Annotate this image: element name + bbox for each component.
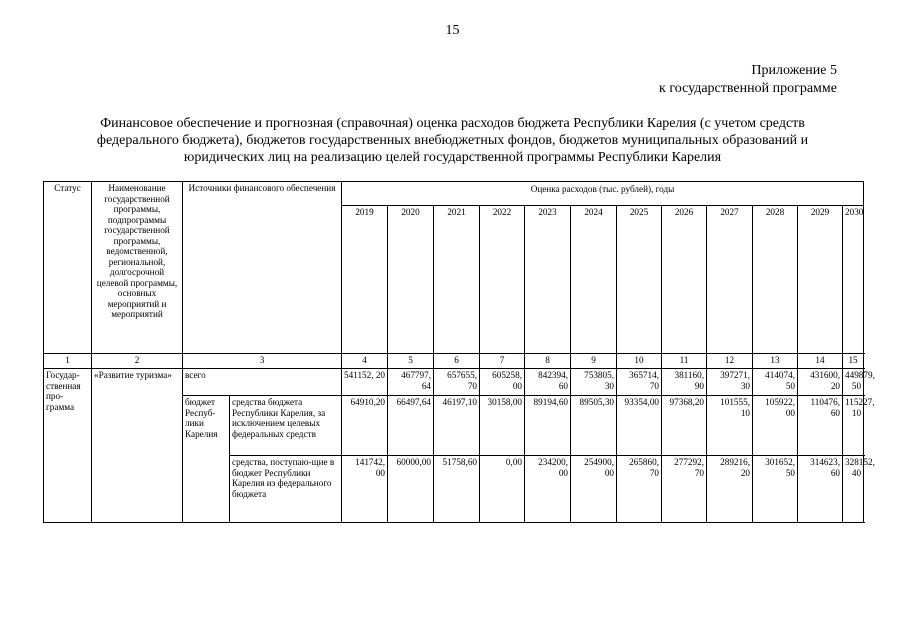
- value-cell: 0,00: [480, 456, 525, 523]
- source-cell: всего: [183, 369, 342, 396]
- value-cell: 97368,20: [662, 396, 707, 456]
- year-header: 2026: [662, 206, 707, 354]
- column-number: 12: [707, 354, 753, 369]
- value-cell: 30158,00: [480, 396, 525, 456]
- column-number: 2: [92, 354, 183, 369]
- value-cell: 657655, 70: [434, 369, 480, 396]
- year-header: 2019: [342, 206, 388, 354]
- value-cell: 89194,60: [525, 396, 571, 456]
- column-number: 3: [183, 354, 342, 369]
- header-name: Наименование государственной программы, подпрограммы государственной программы, ведомственной, региональной, долгосрочной целевой программы, основных мероприятий и мероприятий: [92, 182, 183, 354]
- header-row-top: [44, 182, 864, 206]
- source-cell: средства, поступаю-щие в бюджет Республики Карелия из федерального бюджета: [230, 456, 342, 523]
- column-number: 6: [434, 354, 480, 369]
- year-header: 2022: [480, 206, 525, 354]
- value-cell: 842394, 60: [525, 369, 571, 396]
- column-number: 15: [843, 354, 864, 369]
- year-header: 2020: [388, 206, 434, 354]
- value-cell: 301652, 50: [753, 456, 798, 523]
- value-cell: 289216, 20: [707, 456, 753, 523]
- value-cell: 105922, 00: [753, 396, 798, 456]
- year-header: 2021: [434, 206, 480, 354]
- value-cell: 101555, 10: [707, 396, 753, 456]
- title-line-1: Финансовое обеспечение и прогнозная (справочная) оценка расходов бюджета Республики Карелия (с учетом средств: [100, 116, 805, 131]
- column-number: 4: [342, 354, 388, 369]
- column-number: 14: [798, 354, 843, 369]
- program-name-cell: «Развитие туризма»: [92, 369, 183, 523]
- value-cell: 541152, 20: [342, 369, 388, 396]
- value-cell: 449879, 50: [843, 369, 864, 396]
- appendix-line-2: к государственной программе: [659, 81, 837, 96]
- value-cell: 110476, 60: [798, 396, 843, 456]
- status-cell: Государ-ственная про-грамма: [44, 369, 92, 523]
- column-number: 10: [617, 354, 662, 369]
- source-cell: средства бюджета Республики Карелия, за исключением целевых федеральных средств: [230, 396, 342, 456]
- value-cell: 141742, 00: [342, 456, 388, 523]
- value-cell: 60000,00: [388, 456, 434, 523]
- document-title: [40, 115, 865, 166]
- value-cell: 414074, 50: [753, 369, 798, 396]
- value-cell: 265860, 70: [617, 456, 662, 523]
- budget-table: [43, 181, 875, 523]
- table-row: [44, 369, 864, 396]
- page-number: 15: [445, 23, 460, 38]
- year-header: 2029: [798, 206, 843, 354]
- value-cell: 431600, 20: [798, 369, 843, 396]
- year-header: 2028: [753, 206, 798, 354]
- value-cell: 277292, 70: [662, 456, 707, 523]
- appendix-line-1: Приложение 5: [751, 63, 837, 78]
- year-header: 2027: [707, 206, 753, 354]
- column-number: 7: [480, 354, 525, 369]
- title-line-3: юридических лиц на реализацию целей государственной программы Республики Карелия: [183, 150, 722, 165]
- value-cell: 89505,30: [571, 396, 617, 456]
- header-estimate: Оценка расходов (тыс. рублей), годы: [342, 182, 864, 206]
- column-number: 1: [44, 354, 92, 369]
- value-cell: 115227, 10: [843, 396, 864, 456]
- value-cell: 66497,64: [388, 396, 434, 456]
- title-line-2: федерального бюджета), бюджетов государственных внебюджетных фондов, бюджетов муниципальных образований и: [96, 133, 809, 148]
- value-cell: 51758,60: [434, 456, 480, 523]
- year-header: 2025: [617, 206, 662, 354]
- value-cell: 254900, 00: [571, 456, 617, 523]
- column-number: 13: [753, 354, 798, 369]
- column-number: 5: [388, 354, 434, 369]
- value-cell: 328152, 40: [843, 456, 864, 523]
- header-sources: Источники финансового обеспечения: [183, 182, 342, 354]
- value-cell: 93354,00: [617, 396, 662, 456]
- year-header: 2023: [525, 206, 571, 354]
- appendix-label: [659, 62, 837, 98]
- column-number: 9: [571, 354, 617, 369]
- value-cell: 46197,10: [434, 396, 480, 456]
- header-status: Статус: [44, 182, 92, 354]
- value-cell: 234200, 00: [525, 456, 571, 523]
- year-header: 2024: [571, 206, 617, 354]
- budget-label-cell: бюджет Респуб-лики Карелия: [183, 396, 230, 523]
- value-cell: 64910,20: [342, 396, 388, 456]
- value-cell: 467797, 64: [388, 369, 434, 396]
- value-cell: 397271, 30: [707, 369, 753, 396]
- column-number-row: [44, 354, 864, 369]
- year-header: 2030: [843, 206, 864, 354]
- column-number: 8: [525, 354, 571, 369]
- value-cell: 365714, 70: [617, 369, 662, 396]
- value-cell: 605258, 00: [480, 369, 525, 396]
- value-cell: 314623, 60: [798, 456, 843, 523]
- value-cell: 381160, 90: [662, 369, 707, 396]
- value-cell: 753805, 30: [571, 369, 617, 396]
- column-number: 11: [662, 354, 707, 369]
